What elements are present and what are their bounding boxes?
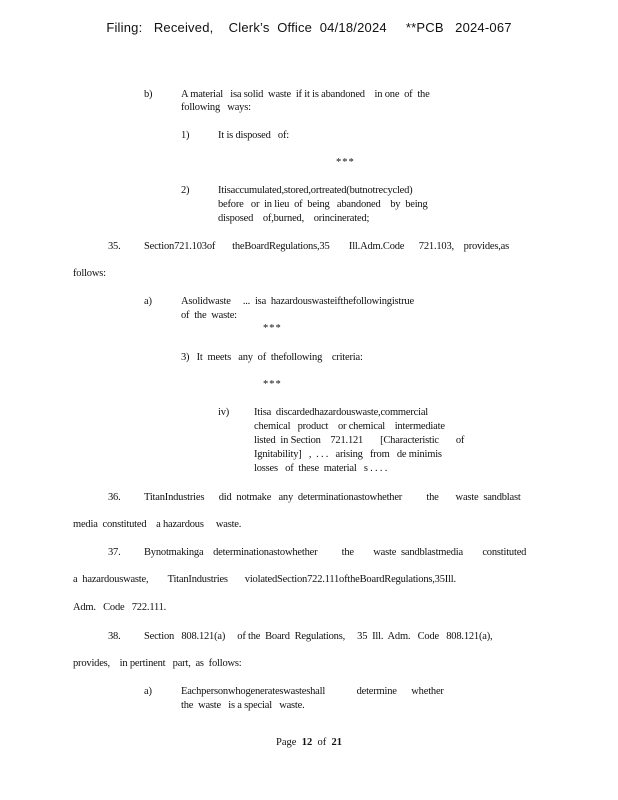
- para-38-line2: provides, in pertinent part, as follows:: [73, 658, 242, 669]
- item2-line1: Itisaccumulated,stored,ortreated(butnotrecycled): [218, 185, 413, 196]
- para-38a-marker: a): [144, 686, 152, 697]
- filing-header: Filing: Received, Clerk’s Office 04/18/2024 **PCB 2024-067: [106, 20, 512, 35]
- para-37-number: 37.: [108, 547, 121, 558]
- ellipsis-stars-2: ***: [263, 323, 282, 334]
- para-36-number: 36.: [108, 492, 121, 503]
- para-b-line2: following ways:: [181, 102, 251, 113]
- ellipsis-stars-1: ***: [336, 157, 355, 168]
- para-35-number: 35.: [108, 241, 121, 252]
- para-b-line1: A material isa solid waste if it is abandoned in one of the: [181, 89, 430, 100]
- para-b-marker: b): [144, 89, 153, 100]
- para-37-line3: Adm. Code 722.111.: [73, 602, 167, 613]
- footer-mid: of: [312, 737, 332, 748]
- item1-text: It is disposed of:: [218, 130, 289, 141]
- footer-prefix: Page: [276, 737, 302, 748]
- ellipsis-stars-3: ***: [263, 379, 282, 390]
- current-page-number: 12: [301, 737, 313, 748]
- page-footer: [0, 737, 618, 748]
- para-38a-line1: Eachpersonwhogenerateswasteshall determine whether: [181, 686, 444, 697]
- para-35a-3-text: 3) It meets any of thefollowing criteria:: [181, 352, 363, 363]
- para-iv-line1: Itisa discardedhazardouswaste,commercial: [254, 407, 429, 418]
- item1-marker: 1): [181, 130, 190, 141]
- para-iv-line3: listed in Section 721.121 [Characteristic of: [254, 435, 465, 446]
- item2-marker: 2): [181, 185, 190, 196]
- para-35a-line2: of the waste:: [181, 310, 237, 321]
- para-iv-line5: losses of these material s . . . .: [254, 463, 388, 474]
- para-38-line1: Section 808.121(a) of the Board Regulations, 35 Ill. Adm. Code 808.121(a),: [144, 631, 493, 642]
- total-page-count: 21: [331, 737, 342, 748]
- para-35-line1: Section721.103of theBoardRegulations,35 Ill.Adm.Code 721.103, provides,as: [144, 241, 509, 252]
- para-38-number: 38.: [108, 631, 121, 642]
- para-35-line2: follows:: [73, 268, 106, 279]
- para-37-line1: Bynotmakinga determinationastowhether the waste sandblastmedia constituted: [144, 547, 527, 558]
- item2-line2: before or in lieu of being abandoned by being: [218, 199, 428, 210]
- para-35a-line1: Asolidwaste ... isa hazardouswasteifthefollowingistrue: [181, 296, 414, 307]
- para-36-line2: media constituted a hazardous waste.: [73, 519, 242, 530]
- para-37-line2: a hazardouswaste, TitanIndustries violatedSection722.111oftheBoardRegulations,35Ill.: [73, 574, 456, 585]
- para-35a-marker: a): [144, 296, 152, 307]
- para-iv-marker: iv): [218, 407, 230, 418]
- para-iv-line4: Ignitability] , . . . arising from de minimis: [254, 449, 442, 460]
- item2-line3: disposed of,burned, orincinerated;: [218, 213, 370, 224]
- para-36-line1: TitanIndustries did notmake any determinationastowhether the waste sandblast: [144, 492, 521, 503]
- para-iv-line2: chemical product or chemical intermediate: [254, 421, 445, 432]
- para-38a-line2: the waste is a special waste.: [181, 700, 305, 711]
